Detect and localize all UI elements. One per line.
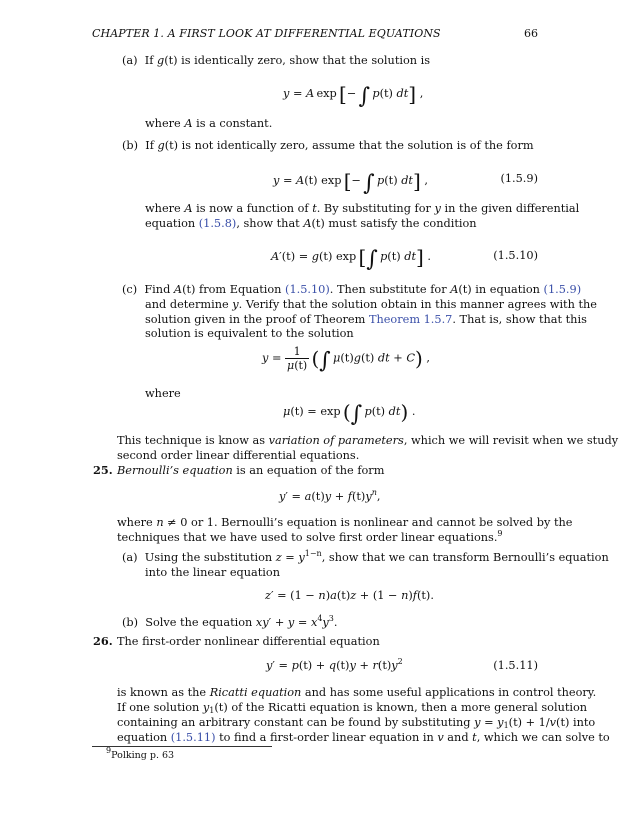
problem-26-line1: The first-order nonlinear differential equation xyxy=(117,635,380,648)
technique-line1: This technique is know as variation of parameters, which we will revisit when we study xyxy=(117,434,619,447)
part-b-line1: where A is now a function of t. By substituting for y in the given differential xyxy=(145,202,580,215)
problem-26-line2: is known as the Ricatti equation and has some useful applications in control theory. xyxy=(117,686,597,699)
ref-1-5-11[interactable]: (1.5.11) xyxy=(170,731,216,744)
part-c-line1: (c) Find A(t) from Equation (1.5.10). Then substitute for A(t) in equation (1.5.9) xyxy=(122,283,582,296)
part-c-where: where xyxy=(145,387,181,400)
fraction: $\frac{1}{\mu(t)}$ xyxy=(287,345,308,372)
problem-25-line3: techniques that we have used to solve first order linear equations.$^9$ xyxy=(117,529,503,544)
equation-1-5-10: A′(t) = g(t) exp [∫ p(t) dt] . xyxy=(271,245,432,272)
equation-number-1-5-10: (1.5.10) xyxy=(493,249,538,262)
equation-1-5-9: y = A(t) exp [− ∫ p(t) dt] , xyxy=(273,169,428,196)
equation-bernoulli: $y' = a(t)y + f(t)y^n$, xyxy=(279,488,381,503)
part-b-text: (b) If g(t) is not identically zero, assume that the solution is of the form xyxy=(122,139,534,152)
page-number: 66 xyxy=(524,27,538,40)
part-b-line2: equation (1.5.8), show that A(t) must satisfy the condition xyxy=(145,217,477,230)
problem-25-line2: where n ≠ 0 or 1. Bernoulli’s equation is nonlinear and cannot be solved by the xyxy=(117,516,573,529)
equation-mu: μ(t) = exp (∫ p(t) dt) . xyxy=(283,400,416,427)
problem-26-number: 26. xyxy=(93,634,113,648)
ref-theorem-1-5-7[interactable]: Theorem 1.5.7 xyxy=(368,313,453,326)
equation-c-solution: y = $\frac{1}{\mu(t)}$ (∫ μ(t)g(t) dt + C) , xyxy=(262,345,431,374)
footnote-marker[interactable]: 9 xyxy=(497,529,503,538)
equation-number-1-5-11: (1.5.11) xyxy=(493,659,538,672)
footnote-rule xyxy=(92,746,272,747)
problem-25-number: 25. xyxy=(93,463,113,477)
equation-number-1-5-9: (1.5.9) xyxy=(500,172,538,185)
part-c-line3: solution given in the proof of Theorem Theorem 1.5.7. That is, show that this xyxy=(145,313,587,326)
problem-25-line1: Bernoulli’s equation is an equation of the form xyxy=(117,464,385,477)
ref-1-5-10[interactable]: (1.5.10) xyxy=(285,283,330,296)
problem-26-line3: If one solution $y_1(t)$ of the Ricatti equation is known, then a more general solution xyxy=(117,701,588,715)
part-a-text: (a) If g(t) is identically zero, show that the solution is xyxy=(122,54,431,67)
ref-1-5-9[interactable]: (1.5.9) xyxy=(543,283,582,296)
part-c-line4: solution is equivalent to the solution xyxy=(145,327,354,340)
equation-1-5-11: $y' = p(t) + q(t)y + r(t)y^2$ xyxy=(266,657,403,672)
part-c-line2: and determine y. Verify that the solution obtain in this manner agrees with the xyxy=(145,298,597,311)
footnote: $^9$Polking p. 63 xyxy=(106,746,175,761)
problem-26-line4: containing an arbitrary constant can be found by substituting $y = y_1(t) + 1/v(t)$ into xyxy=(117,716,596,730)
problem-25b: (b) Solve the equation $xy' + y = x^4y^3$. xyxy=(122,614,338,629)
equation-linear-z: z′ = (1 − n)a(t)z + (1 − n)f(t). xyxy=(265,589,434,602)
equation-a: y = A exp [− ∫ p(t) dt] , xyxy=(283,82,424,109)
problem-25a-line2: into the linear equation xyxy=(145,566,280,579)
problem-26-line5: equation (1.5.11) to find a first-order linear equation in v and t, which we can solve to xyxy=(117,731,610,744)
running-header: CHAPTER 1. A FIRST LOOK AT DIFFERENTIAL EQUATIONS xyxy=(92,27,441,40)
part-a-where: where A is a constant. xyxy=(145,117,273,130)
ref-1-5-8[interactable]: (1.5.8) xyxy=(198,217,237,230)
technique-line2: second order linear differential equations. xyxy=(117,449,360,462)
problem-25a-line1: (a) Using the substitution $z = y^{1-n}$, show that we can transform Bernoulli’s equation xyxy=(122,549,609,564)
